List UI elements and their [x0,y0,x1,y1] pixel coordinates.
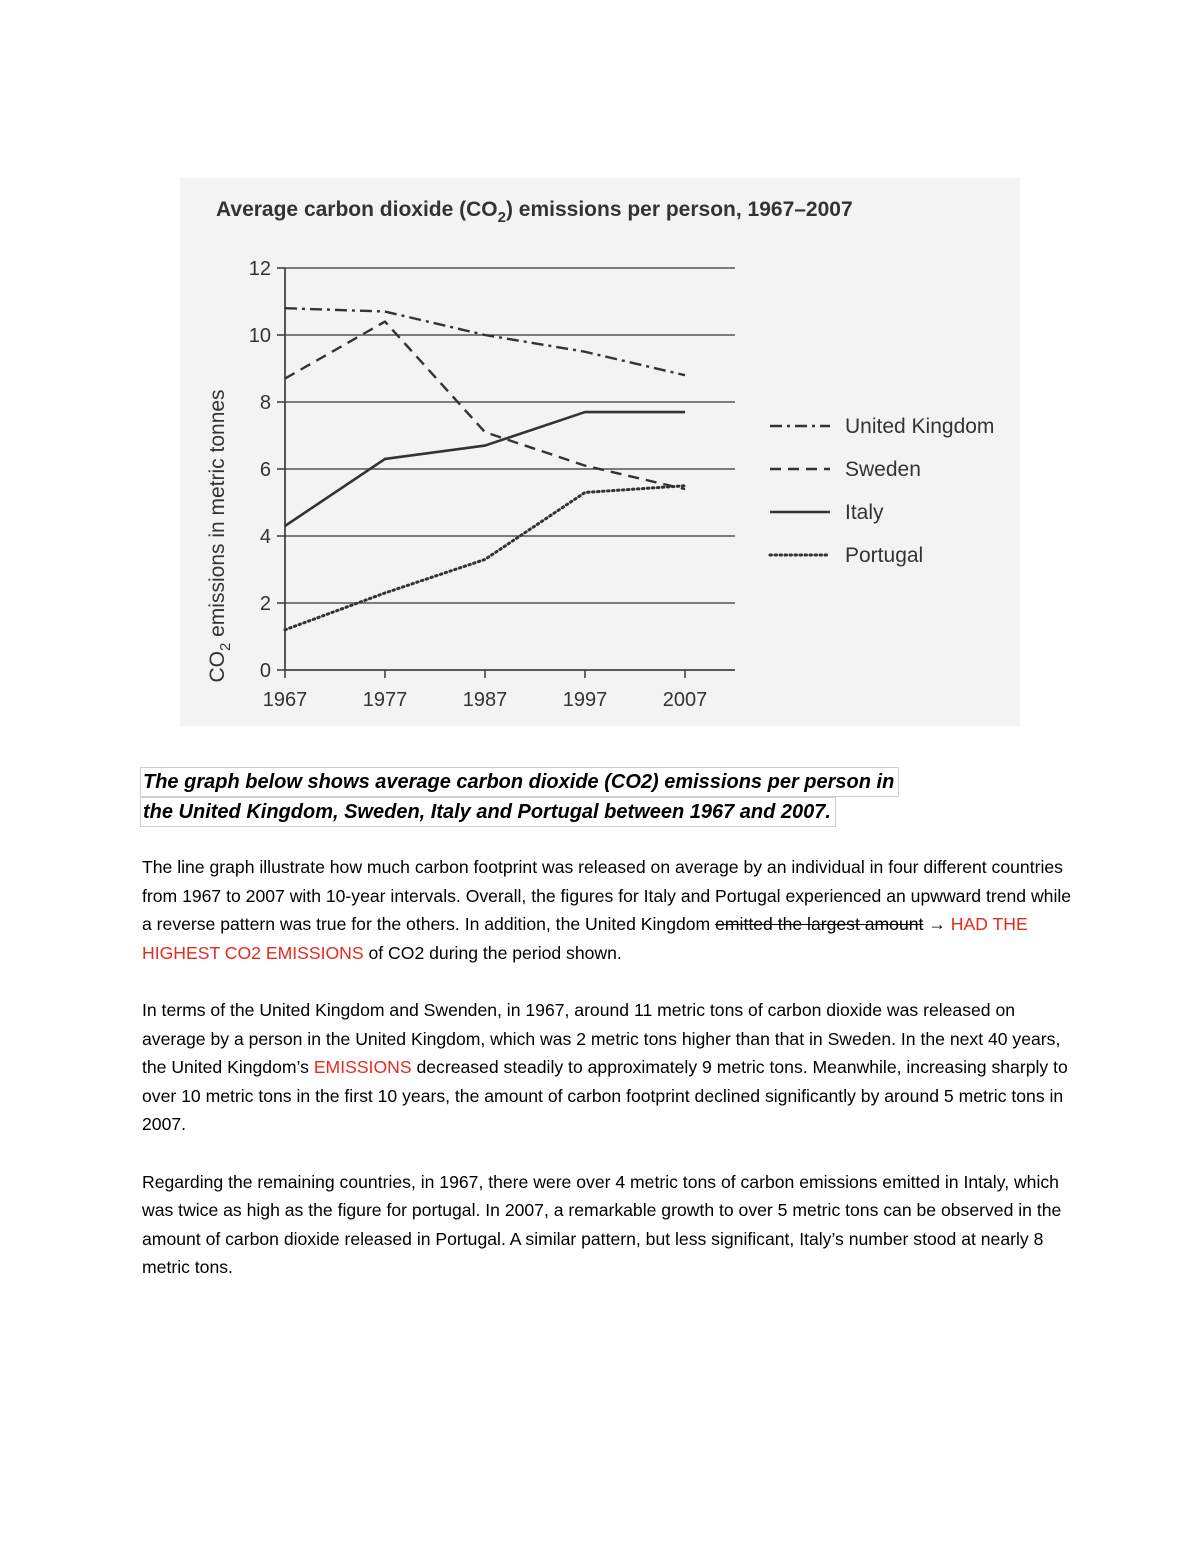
series-line-portugal [285,486,685,630]
gridlines [285,268,735,603]
legend-label: Italy [845,501,884,524]
legend-label: Sweden [845,458,921,481]
correction-text: HAD THE HIGHEST CO2 EMISSIONS [142,914,1028,963]
x-tick-label: 1997 [562,689,608,711]
y-axis-label: $CO_2$ emissions in metric tonnes [206,389,234,683]
chart-figure [180,178,1020,726]
legend [770,415,994,567]
struck-text: emitted the largest amount [715,914,924,935]
arrow-icon: → [923,914,951,935]
chart-title: Average carbon dioxide $(CO_2)$ emissions per person, 1967–2007 [216,198,853,226]
prompt-line-1: The graph below shows average carbon dioxide (CO2) emissions per person in [140,767,899,797]
x-tick-label: 1967 [262,689,308,711]
x-tick-labels [263,689,708,711]
y-tick-label: 6 [259,459,271,481]
task-prompt [140,767,1040,827]
x-tick-label: 1987 [462,689,508,711]
x-tick-label: 1977 [362,689,408,711]
axes [277,268,735,678]
essay-paragraph-1: The line graph illustrate how much carbon footprint was released on average by an individual in four different countries from 1967 to 2007 with 10-year intervals. Overall, the figures for Italy and Portugal experienced an upwward trend while a reverse pattern was true for the others. In addition, the United Kingdom emitted the largest amount → HAD THE HIGHEST CO2 EMISSIONS of CO2 during the period shown. [142,857,1072,963]
y-tick-label: 4 [259,526,271,548]
essay-body [142,853,1072,1311]
prompt-line-2: the United Kingdom, Sweden, Italy and Portugal between 1967 and 2007. [140,797,836,827]
legend-label: United Kingdom [845,415,995,438]
x-tick-label: 2007 [662,689,708,711]
essay-paragraph-3: Regarding the remaining countries, in 1967, there were over 4 metric tons of carbon emissions emitted in Intaly, which was twice as high as the figure for portugal. In 2007, a remarkable growth to over 5 metric tons can be observed in the amount of carbon dioxide released in Portugal. A similar pattern, but less significant, Italy’s number stood at nearly 8 metric tons. [142,1171,1062,1278]
y-tick-label: 0 [259,660,271,682]
series-line-sweden [285,322,685,490]
legend-label: Portugal [845,544,924,567]
y-tick-label: 2 [259,593,271,615]
series-line-united-kingdom [285,308,685,375]
co2-line-chart [180,178,1020,726]
y-tick-labels [249,258,271,682]
essay-paragraph-2: In terms of the United Kingdom and Swenden, in 1967, around 11 metric tons of carbon dioxide was released on average by a person in the United Kingdom, which was 2 metric tons higher than that in Sweden. In the next 40 years, the United Kingdom’s EMISSIONS decreased steadily to approximately 9 metric tons. Meanwhile, increasing sharply to over 10 metric tons in the first 10 years, the amount of carbon footprint declined significantly by around 5 metric tons in 2007. [142,999,1068,1135]
y-tick-label: 12 [248,258,271,280]
y-tick-label: 10 [248,325,271,347]
y-tick-label: 8 [259,392,271,414]
correction-text-emissions: EMISSIONS [313,1057,412,1078]
